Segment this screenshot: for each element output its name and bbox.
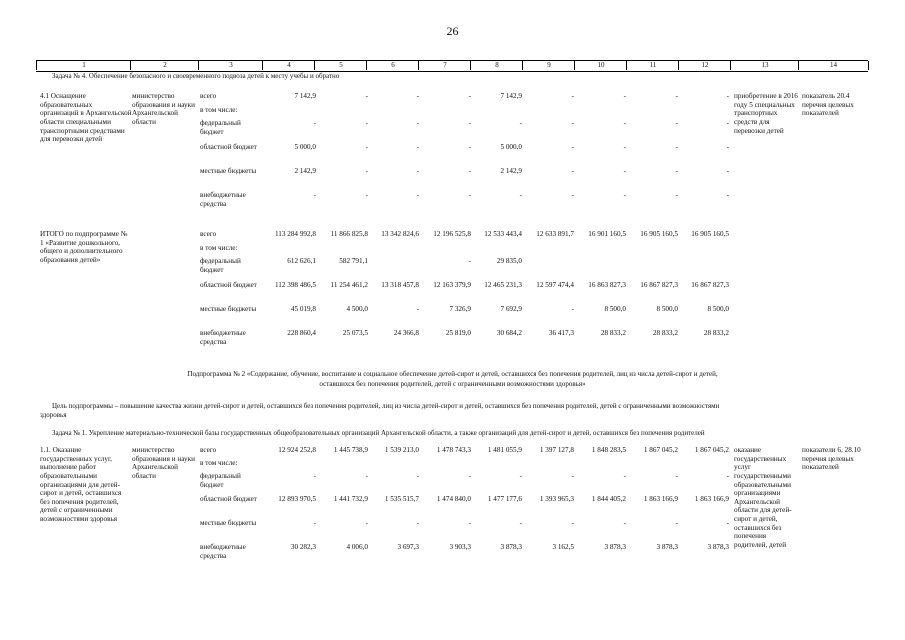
table-cell-value: 12 597 474,4: [536, 281, 574, 289]
table-cell-value: 12 633 891,7: [536, 230, 574, 238]
table-cell-value: -: [519, 191, 522, 199]
table-cell-value: 13 318 457,8: [381, 281, 419, 289]
block1-executor: министерство образования и науки Архангельской области: [132, 92, 195, 126]
table-cell-value: -: [675, 119, 678, 127]
funding-source-label: внебюджетные средства: [200, 543, 246, 560]
column-header: 1: [36, 61, 131, 70]
table-cell-value: 45 019,8: [290, 305, 316, 313]
funding-source-label: местные бюджеты: [200, 167, 257, 175]
table-cell-value: 3 697,3: [397, 543, 419, 551]
table-cell-value: 1 848 283,5: [591, 446, 626, 454]
table-cell-value: 28 833,2: [703, 329, 729, 337]
table-cell-value: -: [313, 119, 316, 127]
table-cell-value: 7 142,9: [294, 92, 316, 100]
table-cell-value: 28 833,2: [600, 329, 626, 337]
column-header: 10: [574, 61, 627, 70]
table-cell-value: -: [365, 191, 368, 199]
funding-source-label: всего: [200, 230, 217, 238]
table-cell-value: -: [571, 143, 574, 151]
table-cell-value: 16 905 160,5: [640, 230, 678, 238]
funding-source-label: федеральный бюджет: [200, 257, 241, 274]
table-cell-value: -: [675, 191, 678, 199]
table-cell-value: -: [571, 519, 574, 527]
table-cell-value: 1 867 045,2: [643, 446, 678, 454]
table-cell-value: -: [726, 167, 729, 175]
table-cell-value: -: [726, 519, 729, 527]
table-cell-value: -: [571, 472, 574, 480]
table-cell-value: -: [675, 92, 678, 100]
table-cell-value: -: [468, 167, 471, 175]
table-cell-value: -: [468, 257, 471, 265]
table-cell-value: 12 533 443,4: [484, 230, 522, 238]
table-cell-value: 5 000,0: [294, 143, 316, 151]
table-cell-value: 12 196 525,8: [433, 230, 471, 238]
table-cell-value: 16 863 827,3: [588, 281, 626, 289]
table-cell-value: -: [365, 143, 368, 151]
table-cell-value: -: [313, 519, 316, 527]
table-cell-value: 1 844 405,2: [591, 495, 626, 503]
table-cell-value: -: [675, 472, 678, 480]
table-cell-value: 4 006,0: [346, 543, 368, 551]
table-cell-value: -: [675, 519, 678, 527]
table-cell-value: -: [571, 305, 574, 313]
table-cell-value: 8 500,0: [707, 305, 729, 313]
funding-source-label: в том числе:: [200, 244, 238, 252]
table-cell-value: 2 142,9: [500, 167, 522, 175]
table-cell-value: 16 901 160,5: [588, 230, 626, 238]
table-cell-value: 3 878,3: [656, 543, 678, 551]
table-cell-value: 612 626,1: [287, 257, 316, 265]
table-cell-value: 3 878,3: [500, 543, 522, 551]
table-cell-value: 16 867 827,3: [640, 281, 678, 289]
table-cell-value: -: [571, 119, 574, 127]
table-cell-value: 30 684,2: [496, 329, 522, 337]
column-header: 3: [198, 61, 263, 70]
column-header: 13: [730, 61, 799, 70]
table-cell-value: 25 073,5: [342, 329, 368, 337]
table-cell-value: 30 282,3: [290, 543, 316, 551]
table-cell-value: -: [623, 92, 626, 100]
table-cell-value: 7 326,9: [449, 305, 471, 313]
table-cell-value: 3 878,3: [707, 543, 729, 551]
table-cell-value: 4 500,0: [346, 305, 368, 313]
column-header: 11: [626, 61, 679, 70]
table-cell-value: 7 142,9: [500, 92, 522, 100]
table-cell-value: -: [468, 92, 471, 100]
table-cell-value: 12 163 379,9: [433, 281, 471, 289]
table-cell-value: -: [365, 472, 368, 480]
table-cell-value: 113 284 992,8: [274, 230, 316, 238]
block3-executor: министерство образования и науки Архангельской области: [132, 446, 195, 480]
funding-source-label: в том числе:: [200, 459, 238, 467]
table-cell-value: 582 791,1: [339, 257, 368, 265]
table-cell-value: 1 477 177,6: [487, 495, 522, 503]
funding-source-label: местные бюджеты: [200, 519, 257, 527]
table-cell-value: 36 417,3: [548, 329, 574, 337]
column-header-row: [36, 60, 868, 72]
column-header: 4: [262, 61, 315, 70]
table-cell-value: -: [416, 305, 419, 313]
table-cell-value: 16 867 827,3: [691, 281, 729, 289]
table-cell-value: 2 142,9: [294, 167, 316, 175]
column-header: 6: [366, 61, 419, 70]
funding-source-label: внебюджетные средства: [200, 329, 246, 346]
funding-source-label: всего: [200, 92, 217, 100]
table-cell-value: 7 692,9: [500, 305, 522, 313]
funding-source-label: в том числе:: [200, 106, 238, 114]
table-cell-value: 12 893 970,5: [278, 495, 316, 503]
table-cell-value: -: [468, 191, 471, 199]
column-header: 8: [470, 61, 523, 70]
task-4-title: Задача № 4. Обеспечение безопасного и своевременного подвоза детей к месту учебы и обратно: [52, 72, 340, 80]
block3-result: оказание государственных услуг государственными образовательными организациями Архангельской области для детей-сирот и детей, оставшихся без попечения родителей, детей: [734, 446, 792, 550]
table-cell-value: -: [313, 472, 316, 480]
table-cell-value: -: [623, 519, 626, 527]
subprogram-goal-line1: Цель подпрограммы – повышение качества жизни детей-сирот и детей, оставшихся без попечения родителей, лиц из числа детей-сирот и детей, оставшихся без попечения родителей, детей с ограниченными возможностями: [52, 402, 720, 410]
table-cell-value: -: [468, 143, 471, 151]
table-cell-value: -: [571, 167, 574, 175]
table-cell-value: -: [416, 167, 419, 175]
table-cell-value: 29 835,0: [496, 257, 522, 265]
column-header: 9: [522, 61, 575, 70]
table-cell-value: 3 903,3: [449, 543, 471, 551]
block3-indicator: показатели 6, 28.10 перечня целевых показателей: [802, 446, 861, 472]
table-cell-value: 1 863 166,9: [694, 495, 729, 503]
table-cell-value: -: [519, 472, 522, 480]
funding-source-label: областной бюджет: [200, 281, 257, 289]
table-cell-value: 1 481 055,9: [487, 446, 522, 454]
subprogram-2-title-line2: оставшихся без попечения родителей, детей с ограниченными возможностями здоровья»: [319, 380, 586, 388]
column-header: 12: [678, 61, 731, 70]
table-cell-value: 1 535 515,7: [384, 495, 419, 503]
table-cell-value: -: [675, 143, 678, 151]
table-cell-value: 112 398 486,5: [274, 281, 316, 289]
table-cell-value: 25 819,0: [445, 329, 471, 337]
funding-source-label: областной бюджет: [200, 495, 257, 503]
table-cell-value: -: [571, 92, 574, 100]
table-cell-value: -: [416, 143, 419, 151]
table-cell-value: 1 867 045,2: [694, 446, 729, 454]
funding-source-label: местные бюджеты: [200, 305, 257, 313]
block2-name: ИТОГО по подпрограмме № 1 «Развитие дошкольного, общего и дополнительного образования детей»: [40, 230, 128, 264]
table-cell-value: -: [726, 191, 729, 199]
table-cell-value: -: [416, 119, 419, 127]
table-cell-value: -: [623, 191, 626, 199]
table-cell-value: 1 393 965,3: [539, 495, 574, 503]
table-cell-value: -: [468, 519, 471, 527]
block1-indicator: показатель 20.4 перечня целевых показателей: [802, 92, 854, 118]
funding-source-label: федеральный бюджет: [200, 472, 241, 489]
table-cell-value: 8 500,0: [604, 305, 626, 313]
table-cell-value: 11 254 461,2: [330, 281, 368, 289]
table-cell-value: 1 441 732,9: [333, 495, 368, 503]
table-cell-value: 8 500,0: [656, 305, 678, 313]
table-cell-value: 1 474 840,0: [436, 495, 471, 503]
table-cell-value: -: [623, 143, 626, 151]
table-cell-value: 228 860,4: [287, 329, 316, 337]
table-cell-value: 1 478 743,3: [436, 446, 471, 454]
funding-source-label: федеральный бюджет: [200, 119, 241, 136]
table-cell-value: 1 445 738,9: [333, 446, 368, 454]
table-cell-value: -: [623, 472, 626, 480]
table-cell-value: -: [726, 143, 729, 151]
table-cell-value: 12 465 231,3: [484, 281, 522, 289]
table-cell-value: -: [726, 119, 729, 127]
table-cell-value: 12 924 252,8: [278, 446, 316, 454]
table-cell-value: 5 000,0: [500, 143, 522, 151]
table-cell-value: -: [365, 92, 368, 100]
funding-source-label: внебюджетные средства: [200, 191, 246, 208]
subprogram-goal-line2: здоровья: [40, 411, 67, 419]
table-cell-value: -: [675, 167, 678, 175]
table-cell-value: -: [416, 92, 419, 100]
table-cell-value: 24 366,8: [393, 329, 419, 337]
column-header: 14: [798, 61, 869, 70]
table-cell-value: 11 866 825,8: [330, 230, 368, 238]
table-cell-value: -: [468, 472, 471, 480]
table-cell-value: -: [365, 119, 368, 127]
table-cell-value: -: [365, 519, 368, 527]
table-cell-value: -: [416, 519, 419, 527]
block1-result: приобретение в 2016 году 5 специальных транспортных средств для перевозки детей: [734, 92, 798, 135]
block3-name: 1.1. Оказание государственных услуг, выполнение работ образовательными организациями для детей-сирот и детей, оставшихся без попечения родителей, детей с ограниченными возможностями здоровья: [40, 446, 122, 524]
funding-source-label: всего: [200, 446, 217, 454]
table-cell-value: -: [726, 472, 729, 480]
column-header: 7: [418, 61, 471, 70]
table-cell-value: 1 539 213,0: [384, 446, 419, 454]
table-cell-value: -: [519, 119, 522, 127]
table-cell-value: -: [623, 167, 626, 175]
table-cell-value: -: [623, 119, 626, 127]
table-cell-value: -: [365, 167, 368, 175]
table-cell-value: -: [416, 191, 419, 199]
block1-name: 4.1 Оснащение образовательных организаций в Архангельской области специальными транспортными средствами для перевозки детей: [40, 92, 132, 144]
table-cell-value: 28 833,2: [652, 329, 678, 337]
table-cell-value: -: [416, 472, 419, 480]
table-cell-value: -: [468, 119, 471, 127]
column-header: 2: [130, 61, 199, 70]
table-cell-value: -: [726, 92, 729, 100]
table-cell-value: 3 162,5: [552, 543, 574, 551]
funding-source-label: областной бюджет: [200, 143, 257, 151]
table-cell-value: 1 863 166,9: [643, 495, 678, 503]
table-cell-value: -: [313, 191, 316, 199]
table-cell-value: 13 342 824,6: [381, 230, 419, 238]
column-header: 5: [314, 61, 367, 70]
table-cell-value: 16 905 160,5: [691, 230, 729, 238]
table-cell-value: 1 397 127,8: [539, 446, 574, 454]
table-cell-value: 3 878,3: [604, 543, 626, 551]
subprogram-2-title-line1: Подпрограмма № 2 «Содержание, обучение, воспитание и социальное обеспечение детей-сирот и детей, оставшихся без попечения родителей, лиц из числа детей-сирот и детей,: [187, 370, 718, 378]
table-cell-value: -: [519, 519, 522, 527]
table-cell-value: -: [571, 191, 574, 199]
page-number: 26: [446, 24, 459, 38]
task-1-title: Задача № 1. Укрепление материально-технической базы государственных общеобразовательных организаций Архангельской области, а также организаций для детей-сирот и детей, оставшихся без попечения родителей: [52, 429, 705, 437]
